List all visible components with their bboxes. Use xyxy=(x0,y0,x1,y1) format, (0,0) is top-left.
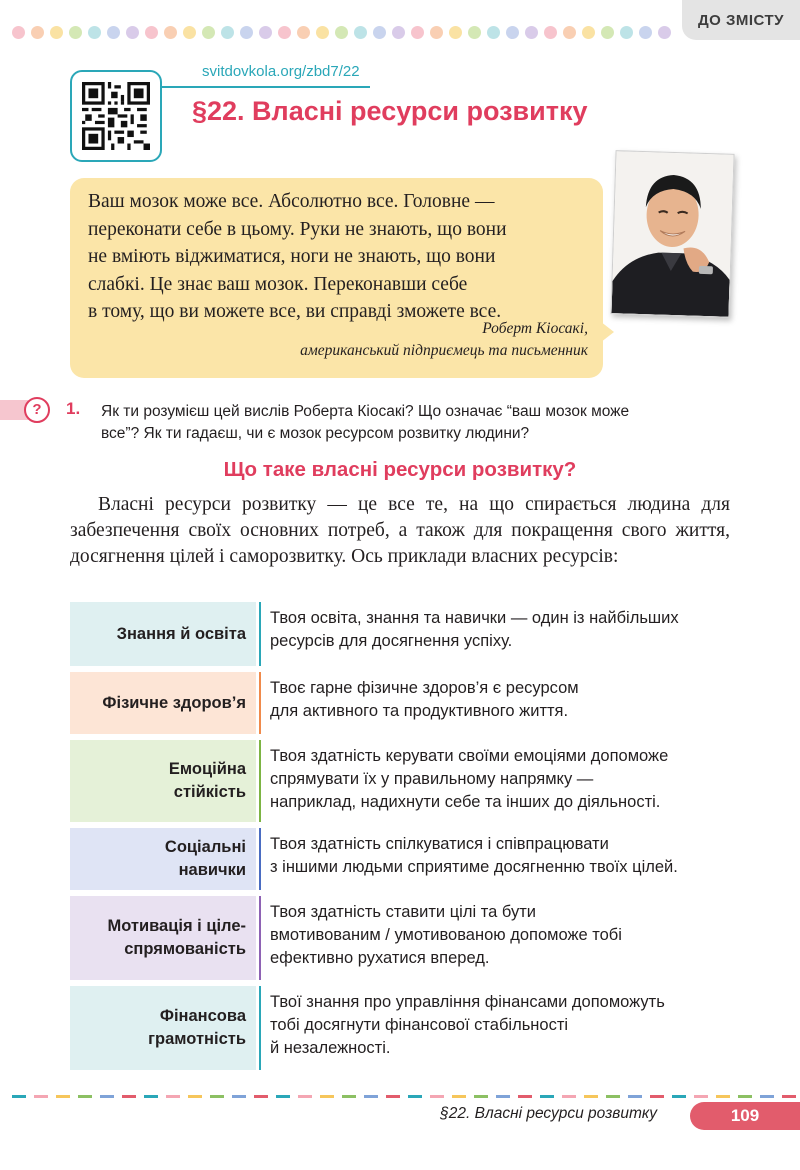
resource-row xyxy=(70,896,750,980)
resource-label-line: навички xyxy=(178,861,246,879)
resource-description-line: Твоя освіта, знання та навички — один із найбільших xyxy=(270,609,679,627)
divider-dash xyxy=(782,1095,796,1098)
divider-dash xyxy=(716,1095,730,1098)
quote-line: не вміють віджиматися, ноги не знають, що вони xyxy=(88,246,496,267)
question-line: Як ти розумієш цей вислів Роберта Кіосакі? Що означає “ваш мозок може xyxy=(101,403,630,420)
quote-author xyxy=(300,318,588,362)
resource-separator xyxy=(259,896,261,980)
decorative-dot xyxy=(316,26,329,39)
decorative-dot xyxy=(202,26,215,39)
divider-dash xyxy=(210,1095,224,1098)
resource-separator xyxy=(259,828,261,890)
resource-label xyxy=(70,672,256,734)
resource-label-line: грамотність xyxy=(148,1030,246,1048)
divider-dash xyxy=(562,1095,576,1098)
resource-description xyxy=(270,833,750,879)
decorative-dot xyxy=(468,26,481,39)
divider-dash xyxy=(34,1095,48,1098)
decorative-dot xyxy=(563,26,576,39)
divider-dash xyxy=(496,1095,510,1098)
divider-dash xyxy=(606,1095,620,1098)
resource-description-line: Твоя здатність керувати своїми емоціями допоможе xyxy=(270,747,669,765)
decorative-dot xyxy=(449,26,462,39)
decorative-dot xyxy=(487,26,500,39)
resource-separator xyxy=(259,740,261,822)
divider-dash xyxy=(694,1095,708,1098)
quote-line: слабкі. Це знає ваш мозок. Переконавши себе xyxy=(88,273,468,295)
quote-author-desc: американський підприємець та письменник xyxy=(300,342,588,359)
decorative-dot xyxy=(411,26,424,39)
resource-description-line: ефективно рухатися вперед. xyxy=(270,949,490,967)
quote-text xyxy=(88,188,588,326)
subheading: Що таке власні ресурси розвитку? xyxy=(223,458,577,481)
decorative-dot xyxy=(544,26,557,39)
divider-dash xyxy=(760,1095,774,1098)
decorative-dot xyxy=(164,26,177,39)
resource-separator xyxy=(259,672,261,734)
divider-dash xyxy=(518,1095,532,1098)
decorative-dot xyxy=(335,26,348,39)
resource-description-line: для активного та продуктивного життя. xyxy=(270,702,569,720)
divider-dash xyxy=(320,1095,334,1098)
resource-description-line: наприклад, надихнути себе та інших до діяльності. xyxy=(270,793,661,811)
decorative-dot xyxy=(639,26,652,39)
decorative-dot xyxy=(373,26,386,39)
resource-label-line: Знання й освіта xyxy=(116,624,246,643)
decorative-dot xyxy=(278,26,291,39)
resource-label-line: Соціальні xyxy=(164,838,246,856)
footer-title: §22. Власні ресурси розвитку xyxy=(440,1105,657,1122)
decorative-dot xyxy=(183,26,196,39)
divider-dash xyxy=(100,1095,114,1098)
resource-label xyxy=(70,828,256,890)
resource-row xyxy=(70,986,750,1070)
divider-dash xyxy=(56,1095,70,1098)
resource-label-line: Фінансова xyxy=(159,1007,246,1025)
quote-bubble-tail xyxy=(596,318,614,346)
resource-label xyxy=(70,986,256,1070)
resource-description xyxy=(270,607,750,653)
decorative-dot xyxy=(658,26,671,39)
divider-dash xyxy=(452,1095,466,1098)
question-number: 1. xyxy=(66,399,81,418)
decorative-dots xyxy=(12,26,671,39)
resource-label-line: Фізичне здоров’я xyxy=(102,693,246,712)
resource-row xyxy=(70,602,750,666)
divider-dash xyxy=(188,1095,202,1098)
resource-description xyxy=(270,901,750,970)
resource-label xyxy=(70,896,256,980)
resource-label-line: Емоційна xyxy=(168,760,246,778)
qr-code-icon xyxy=(82,82,150,150)
resource-description xyxy=(270,677,750,723)
divider-dash xyxy=(122,1095,136,1098)
resource-label-line: стійкість xyxy=(173,783,246,801)
divider-dash xyxy=(430,1095,444,1098)
divider-dash xyxy=(672,1095,686,1098)
resource-description-line: Твоє гарне фізичне здоров’я є ресурсом xyxy=(270,679,579,697)
divider-dash xyxy=(12,1095,26,1098)
decorative-dot xyxy=(601,26,614,39)
page-number: 109 xyxy=(690,1102,800,1130)
decorative-dot xyxy=(31,26,44,39)
resource-row xyxy=(70,740,750,822)
quote-line: переконати себе в цьому. Руки не знають, що вони xyxy=(88,218,507,240)
decorative-dot xyxy=(107,26,120,39)
decorative-dot xyxy=(430,26,443,39)
resource-separator xyxy=(259,602,261,666)
resource-row xyxy=(70,672,750,734)
decorative-dot xyxy=(259,26,272,39)
divider-dash xyxy=(540,1095,554,1098)
decorative-dot xyxy=(69,26,82,39)
question-text xyxy=(101,401,751,445)
resource-label-line: спрямованість xyxy=(124,940,246,958)
resource-label xyxy=(70,740,256,822)
qr-code[interactable] xyxy=(70,70,162,162)
resource-description xyxy=(270,991,750,1060)
decorative-dot xyxy=(88,26,101,39)
divider-dash xyxy=(738,1095,752,1098)
divider-dash xyxy=(584,1095,598,1098)
quote-line: Ваш мозок може все. Абсолютно все. Головне — xyxy=(88,191,495,212)
decorative-dot xyxy=(297,26,310,39)
decorative-dot xyxy=(126,26,139,39)
decorative-dot xyxy=(240,26,253,39)
resource-label-line: Мотивація і ціле- xyxy=(107,917,246,935)
resource-description-line: ресурсів для досягнення успіху. xyxy=(270,632,513,650)
divider-dash xyxy=(166,1095,180,1098)
url-underline xyxy=(160,86,370,88)
question-icon: ? xyxy=(24,397,50,423)
resource-row xyxy=(70,828,750,890)
divider-dash xyxy=(298,1095,312,1098)
resource-separator xyxy=(259,986,261,1070)
resource-description-line: Твої знання про управління фінансами допоможуть xyxy=(270,993,665,1011)
decorative-dot xyxy=(620,26,633,39)
toc-link[interactable]: ДО ЗМІСТУ xyxy=(682,0,800,40)
quote-line: в тому, що ви можете все, ви справді зможете все. xyxy=(88,301,502,322)
decorative-dot xyxy=(12,26,25,39)
question-line: все”? Як ти гадаєш, чи є мозок ресурсом розвитку людини? xyxy=(101,425,530,442)
decorative-dot xyxy=(50,26,63,39)
section-title: §22. Власні ресурси розвитку xyxy=(192,96,588,126)
resource-description-line: з іншими людьми сприятиме досягненню твоїх цілей. xyxy=(270,858,678,876)
divider-dash xyxy=(254,1095,268,1098)
divider-dash xyxy=(386,1095,400,1098)
decorative-dot xyxy=(506,26,519,39)
section-url[interactable]: svitdovkola.org/zbd7/22 xyxy=(202,63,360,80)
bottom-dashed-divider xyxy=(12,1095,800,1099)
decorative-dot xyxy=(145,26,158,39)
resource-description-line: й незалежності. xyxy=(270,1039,391,1057)
divider-dash xyxy=(364,1095,378,1098)
divider-dash xyxy=(144,1095,158,1098)
author-photo xyxy=(610,150,734,318)
resource-description-line: вмотивованим / умотивованою допоможе тобі xyxy=(270,926,622,944)
divider-dash xyxy=(408,1095,422,1098)
divider-dash xyxy=(628,1095,642,1098)
decorative-dot xyxy=(525,26,538,39)
decorative-dot xyxy=(354,26,367,39)
decorative-dot xyxy=(392,26,405,39)
person-portrait-icon xyxy=(611,151,733,317)
resource-description-line: спрямувати їх у правильному напрямку — xyxy=(270,770,594,788)
divider-dash xyxy=(78,1095,92,1098)
decorative-dot xyxy=(221,26,234,39)
decorative-dot xyxy=(582,26,595,39)
divider-dash xyxy=(342,1095,356,1098)
resource-description-line: тобі досягнути фінансової стабільності xyxy=(270,1016,569,1034)
divider-dash xyxy=(232,1095,246,1098)
resource-description-line: Твоя здатність ставити цілі та бути xyxy=(270,903,536,921)
divider-dash xyxy=(276,1095,290,1098)
divider-dash xyxy=(474,1095,488,1098)
quote-author-name: Роберт Кіосакі, xyxy=(482,320,588,337)
intro-paragraph: Власні ресурси розвитку — це все те, на що спирається людина для забезпечення своїх основних потреб, а також для покращення свого життя, досягнення цілей і саморозвитку. Ось приклади власних ресурсів: xyxy=(70,494,730,567)
resource-description-line: Твоя здатність спілкуватися і співпрацювати xyxy=(270,835,609,853)
divider-dash xyxy=(650,1095,664,1098)
resource-label xyxy=(70,602,256,666)
resource-description xyxy=(270,745,750,814)
